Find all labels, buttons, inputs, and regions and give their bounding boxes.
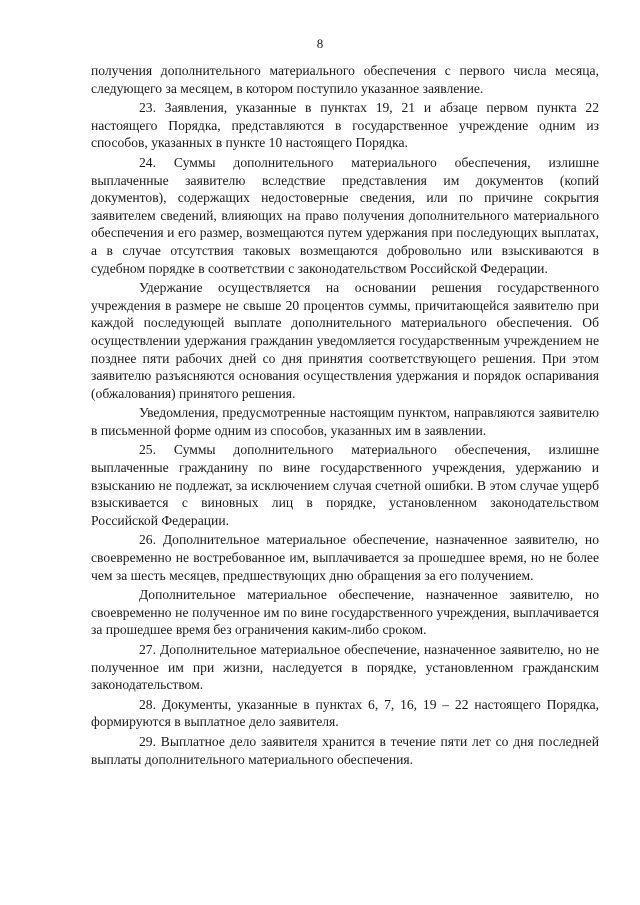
paragraph-item-25: 25. Суммы дополнительного материального обеспечения, излишне выплаченные гражданину по вине государственного учреждения, удержанию и взысканию не подлежат, за исключением случая счетной ошибки. В этом случае ущерб взыскивается с виновных лиц в порядке, установленном законодательством Российской Федерации. [91,442,599,528]
page-number: 8 [316,36,324,51]
paragraph-item-26-second: Дополнительное материальное обеспечение, назначенное заявителю, но своевременно не полученное им по вине государственного учреждения, выплачивается за прошедшее время без ограничения каким-либо сроком. [91,587,599,638]
paragraph-item-26: 26. Дополнительное материальное обеспечение, назначенное заявителю, но своевременно не востребованное им, выплачивается за прошедшее время, но не более чем за шесть месяцев, предшествующих дню обращения за его получением. [91,532,599,583]
paragraph-item-27: 27. Дополнительное материальное обеспечение, назначенное заявителю, но не полученное им при жизни, наследуется в порядке, установленном гражданским законодательством. [91,642,599,693]
paragraph-item-23: 23. Заявления, указанные в пунктах 19, 21 и абзаце первом пункта 22 настоящего Порядка, представляются в государственное учреждение одним из способов, указанных в пункте 10 настоящего Порядка. [91,100,599,151]
paragraph-continuation: получения дополнительного материального обеспечения с первого числа месяца, следующего за месяцем, в котором поступило указанное заявление. [91,63,599,96]
paragraph-item-24: 24. Суммы дополнительного материального обеспечения, излишне выплаченные заявителю вследствие представления им документов (копий документов), содержащих недостоверные сведения, или по причине сокрытия заявителем сведений, влияющих на право получения дополнительного материального обеспечения и его размер, возмещаются путем удержания при последующих выплатах, а в случае отсутствия таковых возмещаются добровольно или взыскиваются в судебном порядке в соответствии с законодательством Российской Федерации. [91,154,599,276]
paragraph-notifications: Уведомления, предусмотренные настоящим пунктом, направляются заявителю в письменной форме одним из способов, указанных им в заявлении. [91,405,599,438]
document-body [91,62,599,768]
paragraph-withholding: Удержание осуществляется на основании решения государственного учреждения в размере не свыше 20 процентов суммы, причитающейся заявителю при каждой последующей выплате дополнительного материального обеспечения. Об осуществлении удержания гражданин уведомляется государственным учреждением не позднее пяти рабочих дней со дня принятия соответствующего решения. При этом заявителю разъясняются основания осуществления удержания и порядок оспаривания (обжалования) принятого решения. [91,280,599,401]
paragraph-item-28: 28. Документы, указанные в пунктах 6, 7, 16, 19 – 22 настоящего Порядка, формируются в выплатное дело заявителя. [91,696,599,730]
paragraph-item-29: 29. Выплатное дело заявителя хранится в течение пяти лет со дня последней выплаты дополнительного материального обеспечения. [91,733,599,767]
